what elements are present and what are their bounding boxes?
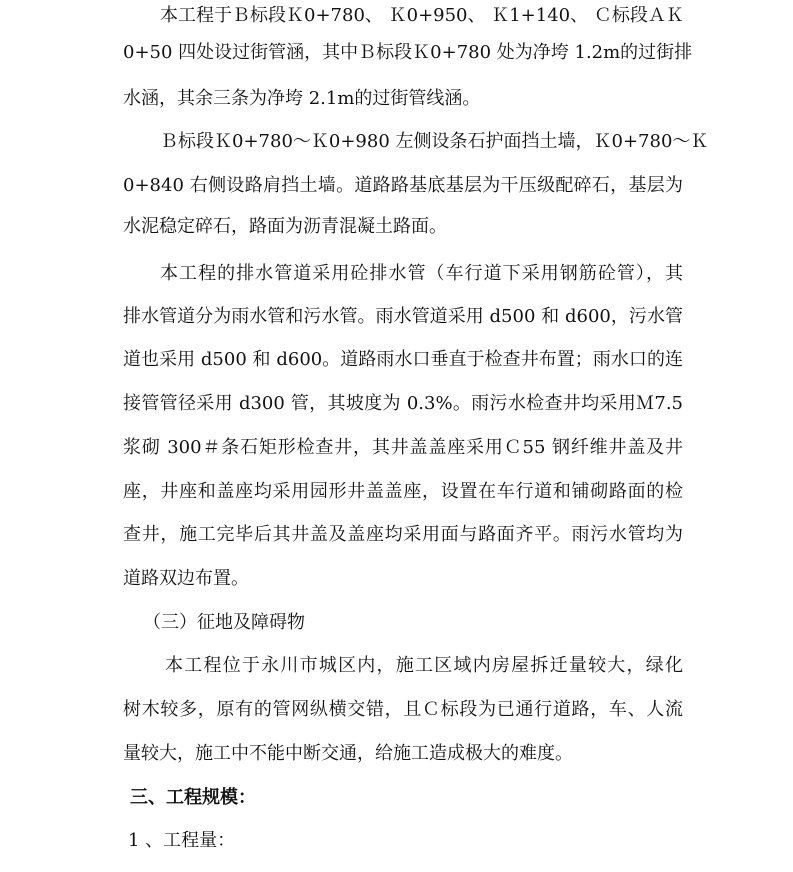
paragraph-2-line-1: Ｂ标段Ｋ0+780～Ｋ0+980 左侧设条石护面挡土墙，Ｋ0+780～Ｋ bbox=[160, 131, 709, 152]
paragraph-3-line-7: 查井，施工完毕后其井盖及盖座均采用面与路面齐平。雨污水管均为 bbox=[123, 524, 683, 545]
paragraph-3-line-1: 本工程的排水管道采用砼排水管（车行道下采用钢筋砼管），其 bbox=[160, 263, 683, 284]
paragraph-4-line-2: 树木较多，原有的管网纵横交错，且Ｃ标段为已通行道路，车、人流 bbox=[123, 699, 683, 720]
paragraph-3-line-5: 浆砌 300＃条石矩形检查井，其井盖盖座采用Ｃ55 钢纤维井盖及井 bbox=[123, 437, 683, 458]
paragraph-4-line-3: 量较大，施工中不能中断交通，给施工造成极大的难度。 bbox=[123, 743, 573, 764]
paragraph-3-line-4: 接管管径采用 d300 管，其坡度为 0.3%。雨污水检查井均采用Ｍ7.5 bbox=[123, 393, 683, 414]
paragraph-3-line-8: 道路双边布置。 bbox=[123, 568, 249, 589]
paragraph-3-line-6: 座，井座和盖座均采用园形井盖盖座，设置在车行道和铺砌路面的检 bbox=[123, 481, 683, 502]
paragraph-1-line-1: 本工程于Ｂ标段Ｋ0+780、 Ｋ0+950、 Ｋ1+140、 Ｃ标段ＡＫ bbox=[160, 5, 684, 26]
paragraph-1-line-2: 0+50 四处设过街管涵，其中Ｂ标段Ｋ0+780 处为净垮 1.2m的过街排 bbox=[123, 42, 693, 63]
subsection-title-quantities: 1 、工程量： bbox=[128, 830, 236, 851]
paragraph-1-line-3: 水涵，其余三条为净垮 2.1m的过街管线涵。 bbox=[123, 88, 481, 109]
paragraph-3-line-2: 排水管道分为雨水管和污水管。雨水管道采用 d500 和 d600，污水管 bbox=[123, 306, 683, 327]
paragraph-2-line-2: 0+840 右侧设路肩挡土墙。道路路基底基层为干压级配碎石，基层为 bbox=[123, 175, 683, 196]
paragraph-2-line-3: 水泥稳定碎石，路面为沥青混凝土路面。 bbox=[123, 216, 447, 237]
section-title-engineering-scale: 三、工程规模： bbox=[130, 787, 256, 808]
paragraph-4-line-1: 本工程位于永川市城区内，施工区域内房屋拆迁量较大，绿化 bbox=[165, 655, 683, 676]
paragraph-3-line-3: 道也采用 d500 和 d600。道路雨水口垂直于检查井布置；雨水口的连 bbox=[123, 349, 683, 370]
section-heading-3: （三）征地及障碍物 bbox=[143, 612, 305, 633]
